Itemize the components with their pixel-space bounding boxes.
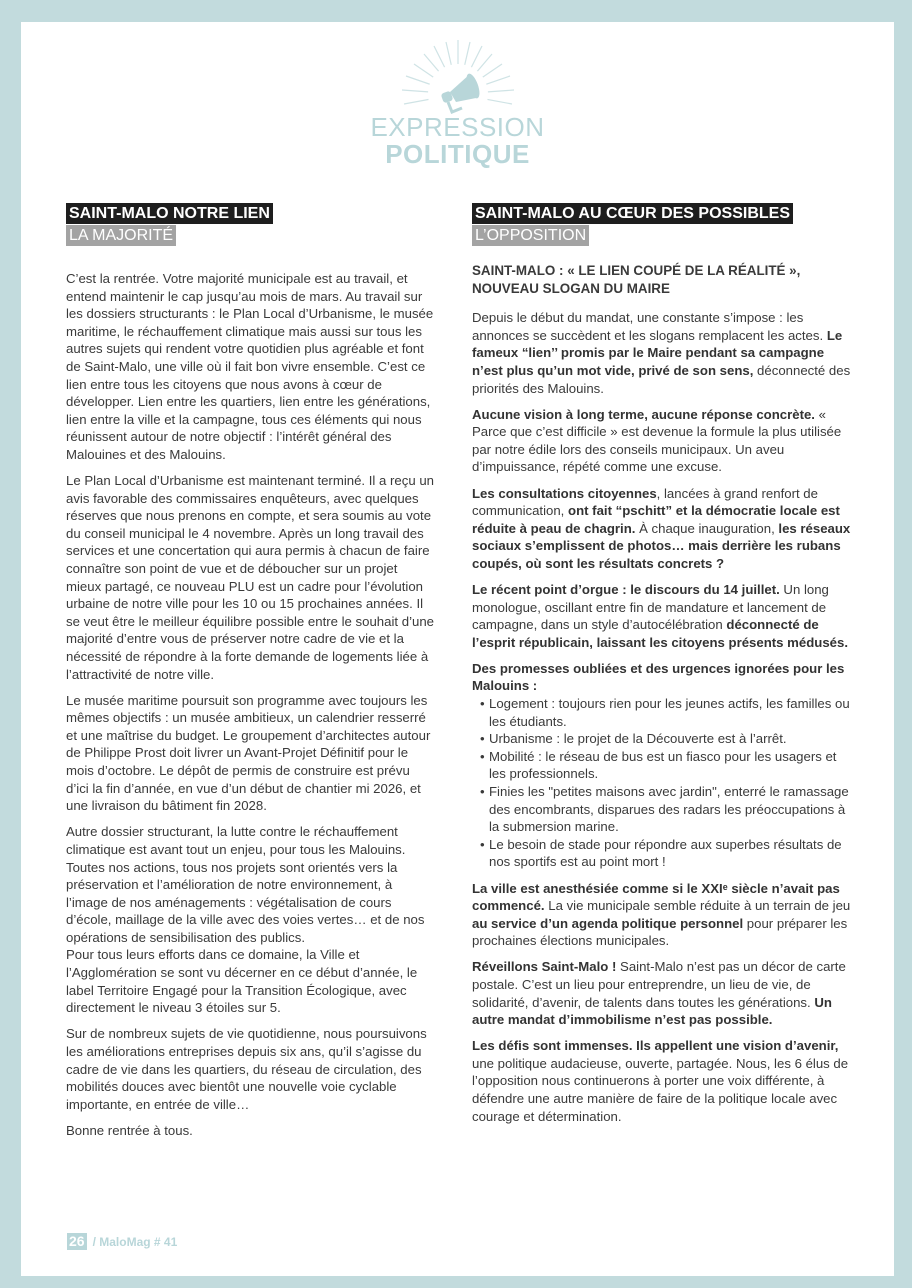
page-footer (67, 1233, 177, 1250)
publication-label: / MaloMag # 41 (92, 1234, 178, 1249)
majority-subtitle: LA MAJORITÉ (66, 225, 176, 246)
majority-paragraph: Le musée maritime poursuit son programme avec toujours les mêmes objectifs : un musée ambitieux, un calendrier resserré et une maîtrise du budget. Le groupement d’architectes autour de Philippe Prost doit livrer un Avant-Projet Définitif pour le mois d’octobre. Le dépôt de permis de construire est prévu d’ici la fin d’année, en vue d’un début de chantier mi 2026, et une livraison du bâtiment fin 2028. (66, 692, 431, 814)
opposition-paragraph: Les consultations citoyennes, lancées à grand renfort de communication, ont fait “pschitt” et la démocratie locale est réduite à peau de chagrin. À chaque inauguration, les réseaux sociaux s’emplissent de photos… mais derrière les rubans coupés, où sont les résultats concrets ? (472, 485, 851, 571)
opposition-paragraph: Réveillons Saint-Malo ! Saint-Malo n’est pas un décor de carte postale. C’est un lieu pour entreprendre, un lieu de vie, de solidarité, d’avenir, de talents dans toutes les générations. Un autre mandat d’immobilisme n’est pas possible. (472, 959, 846, 1028)
masthead-line1: EXPRESSION (370, 112, 545, 142)
majority-paragraph: C’est la rentrée. Votre majorité municipale est au travail, et entend maintenir le cap jusqu’au mois de mars. Au travail sur les dossiers structurants : le Plan Local d’Urbanisme, le musée maritime, le réchauffement climatique mais aussi sur tous les autres sujets qui rendent votre quotidien plus agréable et font de Saint-Malo, une ville où il fait bon vivre ensemble. C’est ce lien entre tous les citoyens que nous avons à cœur de développer. Lien entre les quartiers, lien entre les générations, lien entre la ville et la campagne, tous ces éléments qui nous réunissent autour de notre objectif : l’intérêt général des Malouines et des Malouins. (66, 271, 434, 462)
opposition-paragraph: Les défis sont immenses. Ils appellent une vision d’avenir, une politique audacieuse, ouverte, partagée. Nous, les 6 élus de l’opposition nous continuerons à porter une voix différente, à défendre une autre manière de faire de la politique locale avec courage et détermination. (472, 1038, 849, 1124)
megaphone-icon (398, 36, 518, 118)
masthead-line2: POLITIQUE (385, 139, 530, 169)
majority-column (66, 203, 436, 1148)
opposition-paragraph: Depuis le début du mandat, une constante s’impose : les annonces se succèdent et les slogans remplacent les actes. Le fameux “lien’’ promis par le Maire pendant sa campagne n’est plus qu’un mot vide, privé de son sens, déconnecté des priorités des Malouins. (472, 310, 851, 396)
majority-title: SAINT-MALO NOTRE LIEN (66, 203, 273, 224)
section-masthead (21, 36, 894, 168)
list-item: • Logement : toujours rien pour les jeunes actifs, les familles ou les étudiants. (480, 695, 852, 730)
majority-closing: Bonne rentrée à tous. (66, 1122, 193, 1138)
list-item: • Finies les "petites maisons avec jardin", enterré le ramassage des encombrants, disparues des radars les préoccupations à la submersion marine. (480, 783, 852, 836)
opposition-header (472, 203, 852, 246)
opposition-paragraph: La ville est anesthésiée comme si le XXIᵉ siècle n’avait pas commencé. La vie municipale semble réduite à un terrain de jeu au service d’un agenda politique personnel pour préparer les prochaines élections municipales. (472, 880, 851, 949)
list-item: • Mobilité : le réseau de bus est un fiasco pour les usagers et les professionnels. (480, 748, 852, 783)
majority-paragraph: Pour tous leurs efforts dans ce domaine, la Ville et l’Agglomération se sont vu décerner en ce début d’année, le label Territoire Engagé pour la Transition Écologique, avec directement le niveau 3 étoiles sur 5. (66, 947, 418, 1016)
list-item: • Urbanisme : le projet de la Découverte est à l’arrêt. (480, 730, 852, 748)
opposition-kicker: SAINT-MALO : « LE LIEN COUPÉ DE LA RÉALITÉ », NOUVEAU SLOGAN DU MAIRE (472, 263, 801, 296)
opposition-title: SAINT-MALO AU CŒUR DES POSSIBLES (472, 203, 793, 224)
opposition-subtitle: L’OPPOSITION (472, 225, 589, 246)
list-item: • Le besoin de stade pour répondre aux superbes résultats de nos sportifs est au point mort ! (480, 836, 852, 871)
opposition-paragraph: Le récent point d’orgue : le discours du 14 juillet. Un long monologue, oscillant entre fin de mandature et lancement de campagne, dans un style d’autocélébration déconnecté de l’esprit républicain, laissant les citoyens présents médusés. (472, 582, 848, 650)
page-number: 26 (69, 1233, 85, 1249)
opposition-paragraph: Aucune vision à long terme, aucune réponse concrète. « Parce que c’est difficile » est devenue la formule la plus utilisée par notre édile lors des conseils municipaux. Un aveu d’impuissance, répété comme une excuse. (472, 406, 842, 475)
majority-paragraph: Autre dossier structurant, la lutte contre le réchauffement climatique est avant tout un enjeu, pour tous les Malouins. Toutes nos actions, tous nos projets sont orientés vers la préservation et l’amélioration de notre environnement, à l’image de nos aménagements : végétalisation de cours d’école, maillage de la ville avec des voies vertes… et de nos opérations de sensibilisation des publics. (66, 824, 425, 945)
magazine-page (21, 22, 894, 1276)
opposition-list-lead: Des promesses oubliées et des urgences ignorées pour les Malouins : (472, 660, 845, 694)
opposition-bullet-list (472, 695, 852, 871)
majority-header (66, 203, 436, 246)
majority-paragraph: Sur de nombreux sujets de vie quotidienne, nous poursuivons les améliorations entreprises depuis six ans, qu’il s’agisse du cadre de vie dans les quartiers, du réseau de circulation, des mobilités douces avec bientôt une nouvelle voie cyclable importante, en entrée de ville… (66, 1026, 427, 1112)
opposition-column (472, 203, 852, 1134)
majority-paragraph: Le Plan Local d’Urbanisme est maintenant terminé. Il a reçu un avis favorable des commissaires enquêteurs, avec quelques réserves que nous prenons en compte, et sera soumis au vote du conseil municipal le 4 novembre. Après un long travail des services et une concertation qui aura permis à chacun de faire connaître son point de vue et de déboucher sur un projet mieux partagé, ce nouveau PLU est un cadre pour l’évolution urbaine de notre ville pour les 10 ou 15 prochaines années. Il se veut être le meilleur équilibre possible entre le souhait d’une majorité d’entre vous de préserver notre cadre de vie et la nécessité de répondre à la forte demande de logements liée à l’attractivité de notre ville. (66, 473, 435, 682)
